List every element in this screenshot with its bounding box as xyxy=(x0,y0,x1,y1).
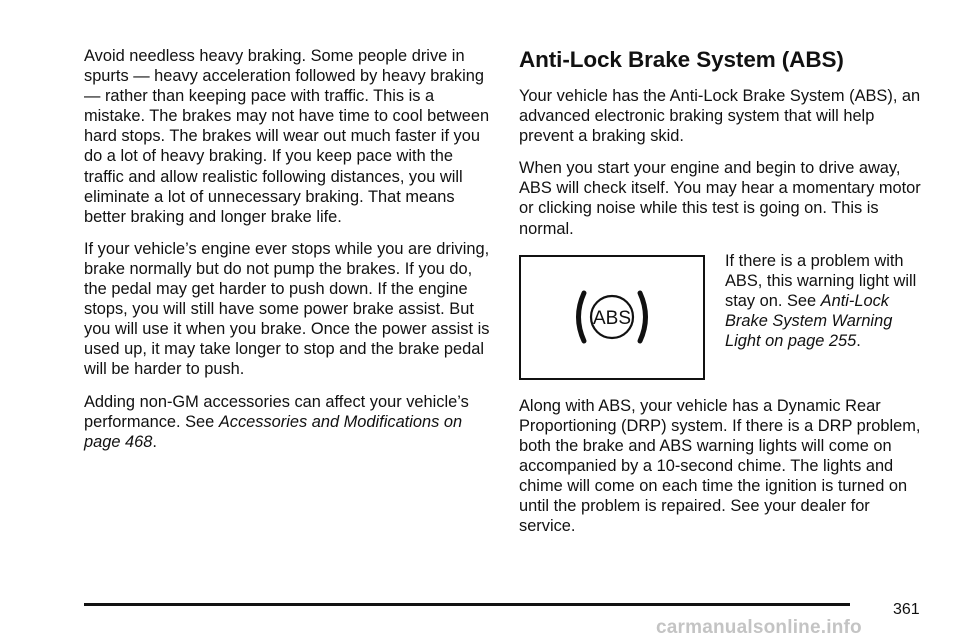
right-column xyxy=(519,46,929,548)
accessories-reference-link[interactable]: Accessories and Modifications on page 468 xyxy=(84,412,463,451)
paragraph-accessories xyxy=(84,392,494,452)
abs-warning-figure xyxy=(519,251,929,380)
abs-warning-end: . xyxy=(856,332,861,351)
footer-rule xyxy=(84,603,850,606)
page-number: 361 xyxy=(893,601,920,618)
left-column xyxy=(84,46,494,464)
abs-warning-description: If there is a problem with ABS, this warning light will stay on. See xyxy=(725,251,917,310)
abs-warning-light-icon xyxy=(567,282,657,352)
section-title: Anti-Lock Brake System (ABS) xyxy=(519,47,844,72)
paragraph-engine-stops: If your vehicle’s engine ever stops while you are driving, brake normally but do not pump the brakes. If you do, the pedal may get harder to push down. If the engine stops, you will still have some power brake assist. But you will use it when you brake. Once the power assist is used up, it may take longer to stop and the brake pedal will be harder to push. xyxy=(84,239,490,379)
abs-icon-label: ABS xyxy=(592,308,632,330)
paragraph-drp: Along with ABS, your vehicle has a Dynamic Rear Proportioning (DRP) system. If there is a DRP problem, both the brake and ABS warning lights will come on accompanied by a 10-second chime. The lights and chime will come on each time the ignition is turned on until the problem is repaired. See your dealer for service. xyxy=(519,396,921,536)
abs-warning-text xyxy=(725,251,925,351)
paragraph-abs-selfcheck: When you start your engine and begin to drive away, ABS will check itself. You may hear a momentary motor or clicking noise while this test is going on. This is normal. xyxy=(519,159,921,238)
accessories-end: . xyxy=(152,432,157,451)
abs-warning-reference-link[interactable]: Anti-Lock Brake System Warning Light on page 255 xyxy=(725,291,893,351)
watermark: carmanualsonline.info xyxy=(656,617,862,638)
accessories-text: Adding non-GM accessories can affect your vehicle’s performance. See xyxy=(84,392,469,431)
paragraph-abs-intro: Your vehicle has the Anti-Lock Brake System (ABS), an advanced electronic braking system that will help prevent a braking skid. xyxy=(519,87,921,146)
paragraph-heavy-braking: Avoid needless heavy braking. Some people drive in spurts — heavy acceleration followed by heavy braking — rather than keeping pace with traffic. This is a mistake. The brakes may not have time to cool between hard stops. The brakes will wear out much faster if you do a lot of heavy braking. If you keep pace with the traffic and allow realistic following distances, you will eliminate a lot of unnecessary braking. That means better braking and longer brake life. xyxy=(84,47,490,226)
abs-warning-light-box xyxy=(519,255,705,380)
